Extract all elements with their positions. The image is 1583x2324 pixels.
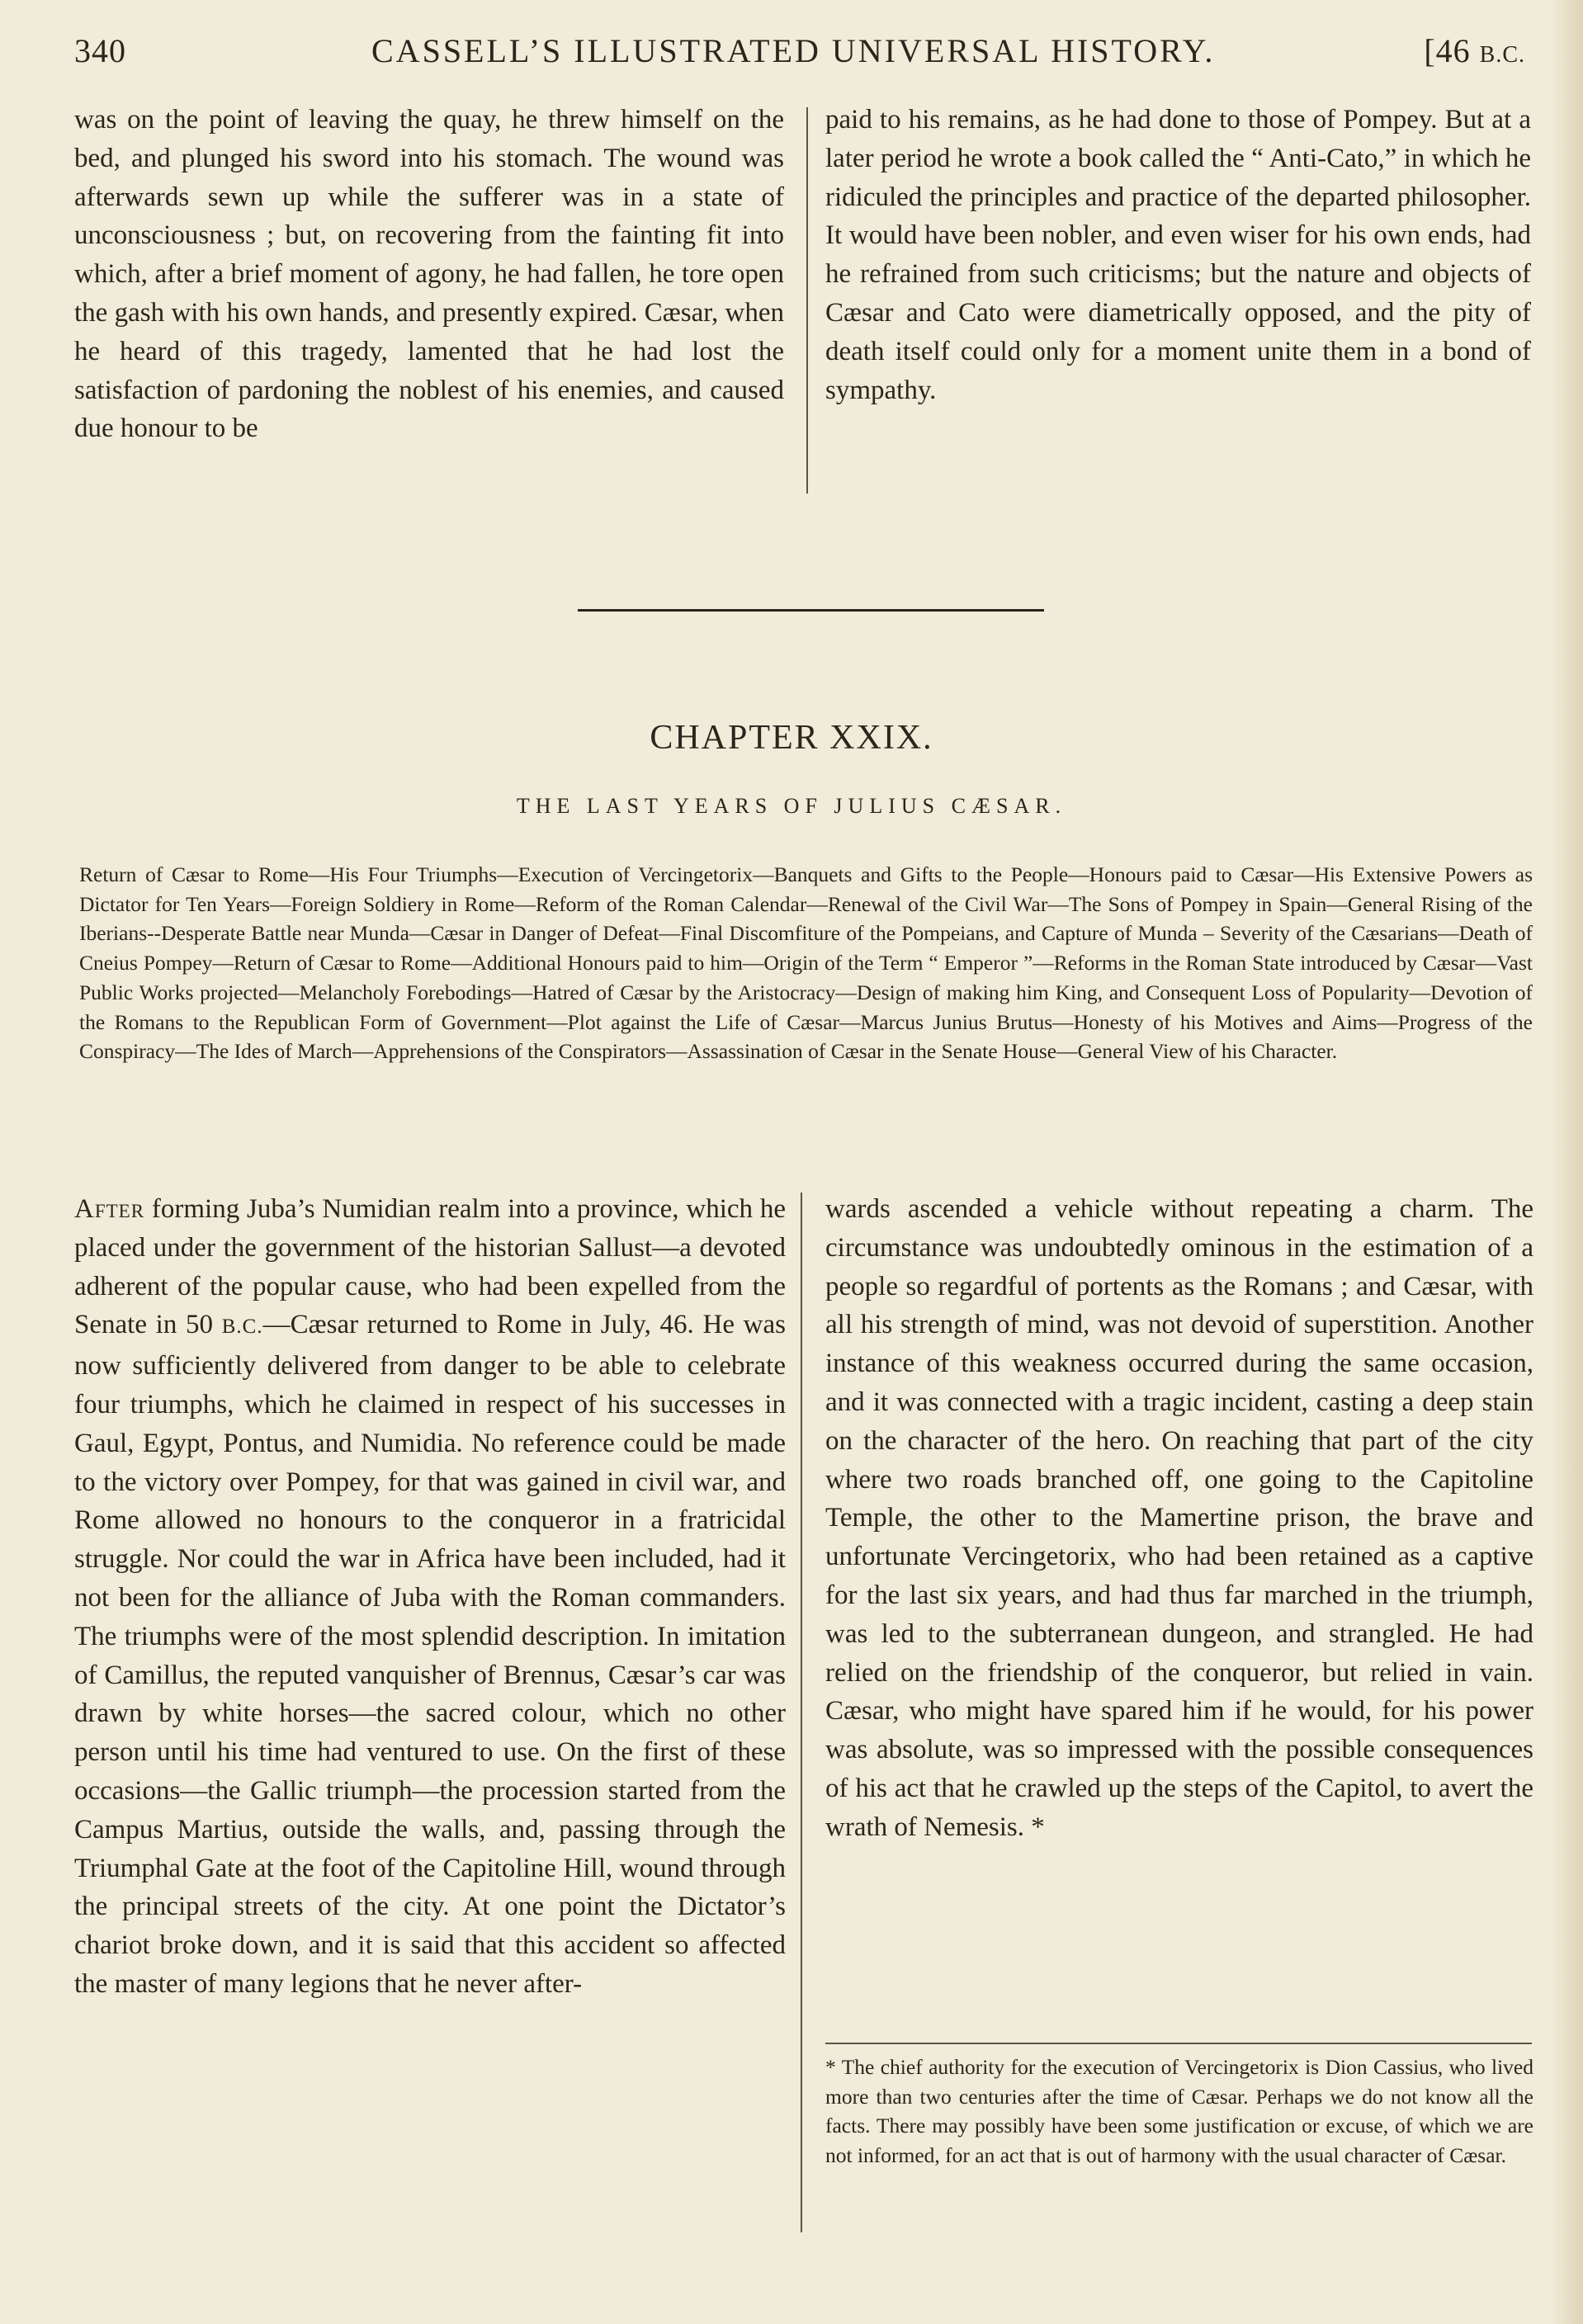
body-right-paragraph: wards ascended a vehicle without repeating a charm. The circumstance was undoubtedly ominous in the estimation of a people so regardful of portents as the Romans ; and Cæsar, with all his strength of mind, was not devoid of superstition. Another instance of this weakness occurred during the same occasion, and it was connected with a tragic incident, casting a deep stain on the character of the hero. On reaching that part of the city where two roads branched off, one going to the Capitoline Temple, the other to the Mamertine prison, the brave and unfortunate Vercingetorix, who had been retained as a captive for the last six years, and had thus far marched in the triumph, was led to the subterranean dungeon, and strangled. He had relied on the friendship of the conqueror, but relied in vain. Cæsar, who might have spared him if he would, for his power was absolute, was so impressed with the possible consequences of his act that he crawled up the steps of the Capitol, to avert the wrath of Nemesis. *: [825, 1194, 1533, 1842]
page-number: 340: [74, 32, 126, 69]
header-date-era: B.C.: [1479, 42, 1525, 68]
top-right-paragraph: paid to his remains, as he had done to those of Pompey. But at a later period he wrote a book called the “ Anti-Cato,” in which he ridiculed the principles and practice of the departed philosopher. It would have been nobler, and even wiser for his own ends, had he refrained from such criticisms; but the nature and objects of Cæsar and Cato were diametrically opposed, and the pity of death itself could only for a moment unite them in a bond of sympathy.: [825, 105, 1531, 405]
header-date: [1424, 31, 1525, 70]
top-right-column: [825, 101, 1531, 409]
body-left-paragraph: [74, 1190, 786, 2004]
chapter-synopsis: [79, 860, 1533, 1066]
opening-word: After: [74, 1194, 145, 1224]
chapter-title: CHAPTER XXIX.: [650, 719, 933, 757]
page-edge-shadow: [1550, 0, 1583, 2324]
column-divider-body: [801, 1193, 802, 2232]
top-left-paragraph: was on the point of leaving the quay, he threw himself on the bed, and plunged his sword into his stomach. The wound was afterwards sewn up while the sufferer was in a state of unconsciousness ; but, on recovering from the fainting fit into which, after a brief moment of agony, he had fallen, he tore open the gash with his own hands, and presently expired. Cæsar, when he heard of this tragedy, lamented that he had lost the satisfaction of pardoning the noblest of his enemies, and caused due honour to be: [74, 105, 784, 444]
running-header: [74, 25, 1525, 74]
synopsis-text: Return of Cæsar to Rome—His Four Triumphs—Execution of Vercingetorix—Banquets and Gifts to the People—Honours paid to Cæsar—His Extensive Powers as Dictator for Ten Years—Foreign Soldiery in Rome—Reform of the Roman Calendar—Renewal of the Civil War—The Sons of Pompey in Spain—General Rising of the Iberians--Desperate Battle near Munda—Cæsar in Danger of Defeat—Final Discomfiture of the Pompeians, and Capture of Munda – Severity of the Cæsarians—Death of Cneius Pompey—Return of Cæsar to Rome—Additional Honours paid to him—Origin of the Term “ Emperor ”—Reforms in the Roman State introduced by Cæsar—Vast Public Works projected—Melancholy Forebodings—Hatred of Cæsar by the Aristocracy—Design of making him King, and Consequent Loss of Popularity—Devotion of the Romans to the Republican Form of Government—Plot against the Life of Cæsar—Marcus Junius Brutus—Honesty of his Motives and Aims—Progress of the Conspiracy—The Ides of March—Apprehensions of the Conspirators—Assassination of Cæsar in the Senate House—General View of his Character.: [79, 862, 1533, 1064]
body-left-text-2: —Cæsar returned to Rome in July, 46. He was now sufficiently delivered from danger to be able to celebrate four triumphs, which he claimed in respect of his successes in Gaul, Egypt, Pontus, and Numidia. No reference could be made to the victory over Pompey, for that was gained in civil war, and Rome allowed no honours to the conqueror in a fratricidal struggle. Nor could the war in Africa have been included, had it not been for the alliance of Juba with the Roman commanders. The triumphs were of the most splendid description. In imitation of Camillus, the reputed vanquisher of Brennus, Cæsar’s car was drawn by white horses—the sacred colour, which no other person until his time had ventured to use. On the first of these occasions—the Gallic triumph—the procession started from the Campus Martius, outside the walls, and, passing through the Triumphal Gate at the foot of the Capitoline Hill, wound through the principal streets of the city. At one point the Dictator’s chariot broke down, and it is said that this accident so affected the master of many legions that he never after-: [74, 1310, 786, 1999]
column-divider-top: [806, 107, 808, 494]
header-date-number: [46: [1424, 32, 1471, 69]
era-abbreviation: B.C.: [221, 1316, 263, 1339]
body-left-text-1: forming Juba’s Numidian realm into a province, which he placed under the government of the historian Sallust—a devoted adherent of the popular cause, who had been expelled from the Senate in 50: [74, 1194, 786, 1340]
footnote-rule: [825, 2043, 1532, 2044]
chapter-subtitle: THE LAST YEARS OF JULIUS CÆSAR.: [516, 794, 1067, 818]
body-right-column: [825, 1190, 1533, 1847]
body-left-column: [74, 1190, 786, 2004]
running-title: CASSELL’S ILLUSTRATED UNIVERSAL HISTORY.: [371, 32, 1216, 69]
top-left-column: [74, 101, 784, 448]
footnote: * The chief authority for the execution of Vercingetorix is Dion Cassius, who lived more than two centuries after the time of Cæsar. Perhaps we do not know all the facts. There may possibly have been some justification or excuse, of which we are not informed, for an act that is out of harmony with the usual character of Cæsar.: [825, 2055, 1533, 2167]
chapter-separator-rule: [578, 609, 1044, 612]
